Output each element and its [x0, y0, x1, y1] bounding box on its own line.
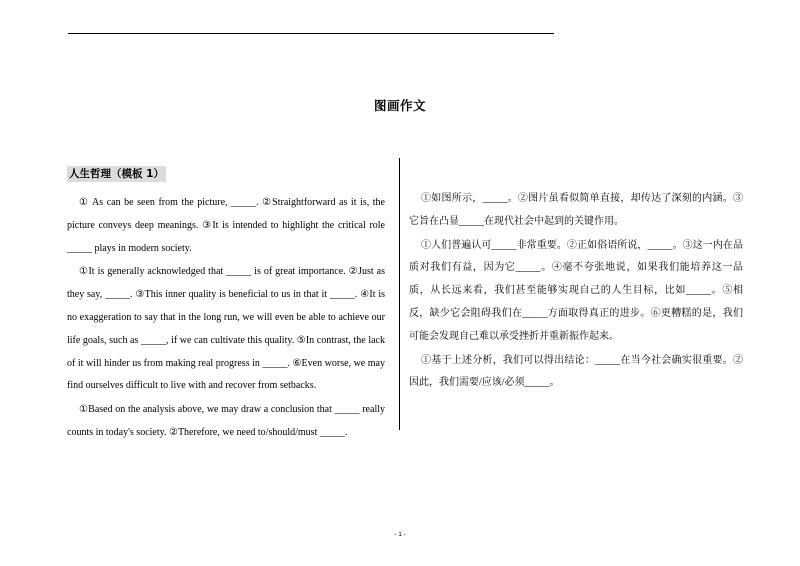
- right-paragraph-1: ①如图所示，_____。②图片虽看似简单直接，却传达了深刻的内涵。③它旨在凸显_____在现代社会中起到的关键作用。: [409, 193, 743, 227]
- right-paragraph-2: ①人们普遍认可_____非常重要。②正如俗语所说，_____。③这一内在品质对我们有益，因为它_____。④毫不夸张地说，如果我们能培养这一品质，从长远来看，我们甚至能够实现自己的人生目标，比如_____。⑤相反，缺少它会阻碍我们在_____方面取得真正的进步。⑥更糟糕的是，我们可能会发现自己难以承受挫折并重新振作起来。: [409, 239, 743, 342]
- page-title: 图画作文: [373, 98, 426, 113]
- page-number: - 1 -: [394, 531, 406, 538]
- header-rule: [68, 33, 554, 34]
- left-paragraph-2: ①It is generally acknowledged that _____ is of great importance. ②Just as they say, _____. ③This inner quality is beneficial to us in that it _____. ④It is no exaggeration to say that in the long run, we will even be able to achieve our life goals, such as _____, if we can cultivate this quality. ⑤In contrast, the lack of it will hinder us from making real progress in _____. ⑥Even worse, we may find ourselves difficult to live with and recover from setbacks.: [67, 266, 385, 392]
- section-heading: 人生哲理（模板 1）: [69, 168, 164, 180]
- left-column: [67, 164, 385, 446]
- left-paragraph-3: ①Based on the analysis above, we may draw a conclusion that _____ really counts in today's society. ②Therefore, we need to/should/must _____.: [67, 404, 385, 438]
- right-paragraph-3: ①基于上述分析，我们可以得出结论：_____在当今社会确实很重要。②因此，我们需要/应该/必须_____。: [409, 354, 743, 389]
- left-paragraph-1: ① As can be seen from the picture, _____. ②Straightforward as it is, the picture conveys deep meanings. ③It is intended to highlight the critical role _____ plays in modern society.: [67, 197, 385, 254]
- column-divider: [399, 158, 400, 430]
- right-column: [409, 188, 743, 396]
